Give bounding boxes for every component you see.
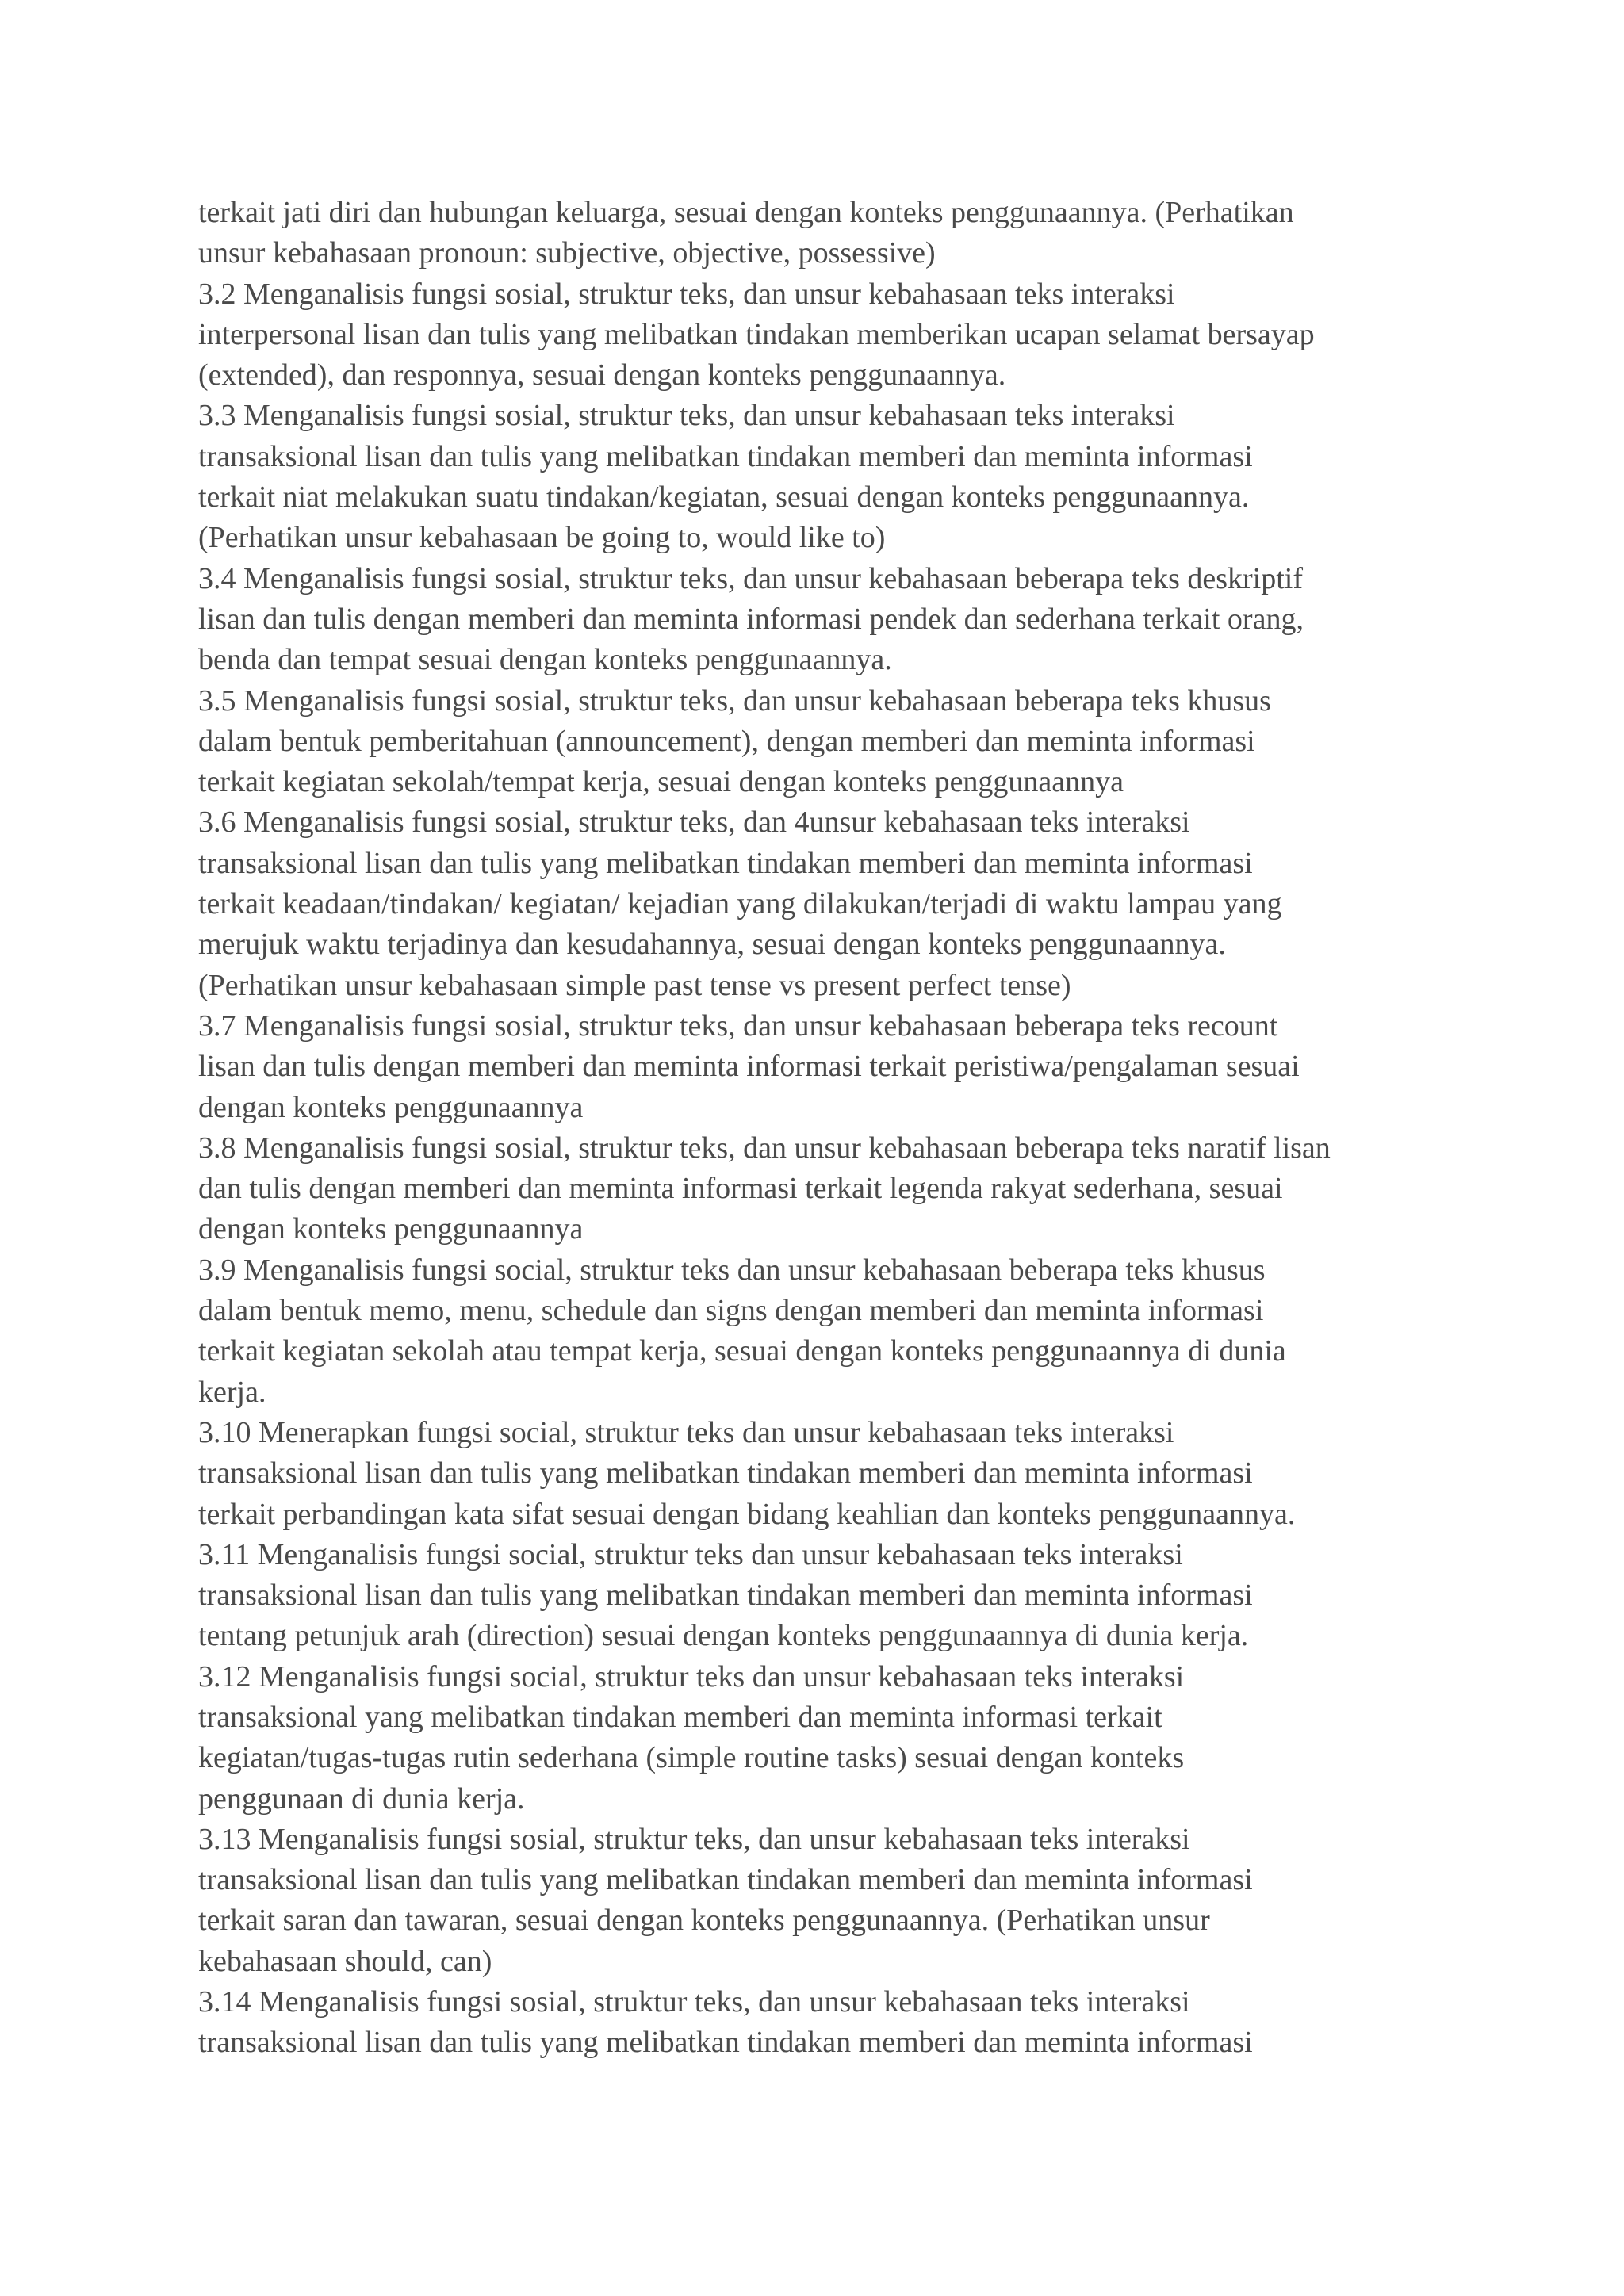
text-line: transaksional lisan dan tulis yang melibatkan tindakan memberi dan meminta informasi — [198, 1863, 1253, 1897]
text-line: 3.6 Menganalisis fungsi sosial, struktur teks, dan 4unsur kebahasaan teks interaksi — [198, 806, 1190, 840]
text-line: 3.7 Menganalisis fungsi sosial, struktur teks, dan unsur kebahasaan beberapa teks recount — [198, 1008, 1278, 1043]
text-line: 3.14 Menganalisis fungsi sosial, struktur teks, dan unsur kebahasaan teks interaksi — [198, 1985, 1190, 2019]
text-line: transaksional lisan dan tulis yang melibatkan tindakan memberi dan meminta informasi — [198, 1578, 1253, 1613]
text-line: penggunaan di dunia kerja. — [198, 1781, 525, 1816]
text-line: 3.3 Menganalisis fungsi sosial, struktur teks, dan unsur kebahasaan teks interaksi — [198, 399, 1175, 433]
text-line: dalam bentuk pemberitahuan (announcement), dengan memberi dan meminta informasi — [198, 724, 1255, 758]
text-line: dengan konteks penggunaannya — [198, 1090, 584, 1124]
body-text — [198, 193, 1499, 2064]
text-line: transaksional lisan dan tulis yang melibatkan tindakan memberi dan meminta informasi — [198, 2026, 1253, 2060]
text-line: unsur kebahasaan pronoun: subjective, objective, possessive) — [198, 236, 936, 270]
text-line: (Perhatikan unsur kebahasaan be going to, would like to) — [198, 521, 886, 555]
text-line: terkait saran dan tawaran, sesuai dengan konteks penggunaannya. (Perhatikan unsur — [198, 1904, 1210, 1938]
text-line: (extended), dan responnya, sesuai dengan konteks penggunaannya. — [198, 358, 1006, 392]
text-line: 3.5 Menganalisis fungsi sosial, struktur teks, dan unsur kebahasaan beberapa teks khusus — [198, 683, 1271, 718]
text-line: transaksional lisan dan tulis yang melibatkan tindakan memberi dan meminta informasi — [198, 1456, 1253, 1490]
text-line: tentang petunjuk arah (direction) sesuai dengan konteks penggunaannya di dunia kerja. — [198, 1619, 1249, 1653]
text-line: (Perhatikan unsur kebahasaan simple past tense vs present perfect tense) — [198, 968, 1071, 1002]
text-line: benda dan tempat sesuai dengan konteks penggunaannya. — [198, 643, 892, 677]
text-line: transaksional yang melibatkan tindakan memberi dan meminta informasi terkait — [198, 1700, 1162, 1734]
text-line: 3.2 Menganalisis fungsi sosial, struktur teks, dan unsur kebahasaan teks interaksi — [198, 277, 1175, 311]
text-line: kegiatan/tugas-tugas rutin sederhana (simple routine tasks) sesuai dengan konteks — [198, 1741, 1185, 1775]
text-line: 3.11 Menganalisis fungsi social, struktur teks dan unsur kebahasaan teks interaksi — [198, 1537, 1183, 1571]
text-line: transaksional lisan dan tulis yang melibatkan tindakan memberi dan meminta informasi — [198, 439, 1253, 473]
text-line: dengan konteks penggunaannya — [198, 1212, 584, 1246]
text-line: 3.13 Menganalisis fungsi sosial, struktur teks, dan unsur kebahasaan teks interaksi — [198, 1822, 1190, 1856]
text-line: terkait perbandingan kata sifat sesuai dengan bidang keahlian dan konteks penggunaannya. — [198, 1497, 1296, 1531]
text-line: 3.9 Menganalisis fungsi social, struktur teks dan unsur kebahasaan beberapa teks khusus — [198, 1253, 1266, 1287]
text-line: dan tulis dengan memberi dan meminta informasi terkait legenda rakyat sederhana, sesuai — [198, 1172, 1283, 1206]
text-line: transaksional lisan dan tulis yang melibatkan tindakan memberi dan meminta informasi — [198, 846, 1253, 880]
text-line: lisan dan tulis dengan memberi dan meminta informasi pendek dan sederhana terkait orang, — [198, 602, 1304, 636]
text-line: terkait kegiatan sekolah/tempat kerja, sesuai dengan konteks penggunaannya — [198, 765, 1124, 799]
text-line: 3.8 Menganalisis fungsi sosial, struktur teks, dan unsur kebahasaan beberapa teks naratif lisan — [198, 1131, 1331, 1165]
text-line: 3.4 Menganalisis fungsi sosial, struktur teks, dan unsur kebahasaan beberapa teks deskriptif — [198, 561, 1304, 595]
text-line: kerja. — [198, 1375, 266, 1409]
text-line: lisan dan tulis dengan memberi dan meminta informasi terkait peristiwa/pengalaman sesuai — [198, 1050, 1300, 1084]
text-line: terkait niat melakukan suatu tindakan/kegiatan, sesuai dengan konteks penggunaannya. — [198, 480, 1250, 515]
text-line: terkait jati diri dan hubungan keluarga, sesuai dengan konteks penggunaannya. (Perhatikan — [198, 196, 1294, 229]
text-line: interpersonal lisan dan tulis yang melibatkan tindakan memberikan ucapan selamat bersayap — [198, 317, 1315, 351]
text-line: dalam bentuk memo, menu, schedule dan signs dengan memberi dan meminta informasi — [198, 1294, 1264, 1328]
text-line: 3.12 Menganalisis fungsi social, struktur teks dan unsur kebahasaan teks interaksi — [198, 1659, 1185, 1693]
text-line: 3.10 Menerapkan fungsi social, struktur teks dan unsur kebahasaan teks interaksi — [198, 1415, 1174, 1449]
text-line: terkait kegiatan sekolah atau tempat kerja, sesuai dengan konteks penggunaannya di dunia — [198, 1334, 1286, 1368]
text-line: merujuk waktu terjadinya dan kesudahannya, sesuai dengan konteks penggunaannya. — [198, 928, 1226, 962]
text-line: kebahasaan should, can) — [198, 1944, 492, 1978]
text-line: terkait keadaan/tindakan/ kegiatan/ kejadian yang dilakukan/terjadi di waktu lampau yang — [198, 887, 1282, 921]
